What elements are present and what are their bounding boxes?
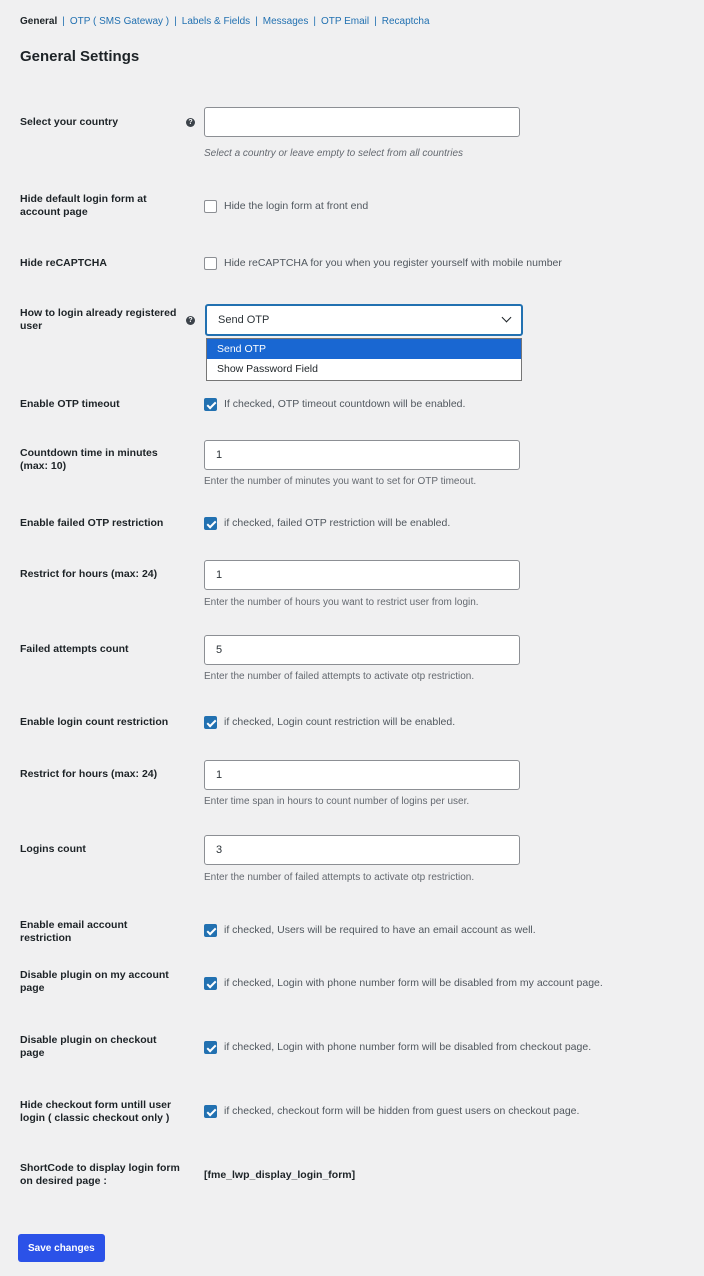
shortcode-value: [fme_lwp_display_login_form] — [204, 1169, 356, 1181]
login-count-restriction-checkbox[interactable] — [204, 716, 217, 729]
logins-count-description: Enter the number of failed attempts to activate otp restriction. — [204, 872, 475, 883]
country-label: Select your country — [20, 116, 119, 128]
email-restriction-text: if checked, Users will be required to have an email account as well. — [224, 924, 536, 936]
email-restriction-checkbox[interactable] — [204, 924, 217, 937]
failed-attempts-label: Failed attempts count — [20, 643, 129, 655]
hide-checkout-form-text: if checked, checkout form will be hidden from guest users on checkout page. — [224, 1105, 580, 1117]
save-changes-button[interactable]: Save changes — [18, 1234, 105, 1262]
login-method-dropdown — [206, 338, 522, 381]
tab-otp-sms-gateway[interactable]: OTP ( SMS Gateway ) — [69, 16, 170, 27]
restrict-hours-2-description: Enter time span in hours to count number of logins per user. — [204, 796, 470, 807]
tab-labels-fields[interactable]: Labels & Fields — [181, 16, 251, 27]
login-method-selected: Send OTP — [218, 314, 270, 326]
disable-checkout-checkbox[interactable] — [204, 1041, 217, 1054]
tab-otp-email[interactable]: OTP Email — [320, 16, 370, 27]
logins-count-input[interactable]: 3 — [204, 835, 520, 865]
disable-account-text: if checked, Login with phone number form will be disabled from my account page. — [224, 977, 603, 989]
disable-checkout-text: if checked, Login with phone number form will be disabled from checkout page. — [224, 1041, 592, 1053]
restrict-hours-2-input[interactable]: 1 — [204, 760, 520, 790]
countdown-description: Enter the number of minutes you want to set for OTP timeout. — [204, 476, 477, 487]
page-title: General Settings — [20, 48, 140, 65]
failed-attempts-input[interactable]: 5 — [204, 635, 520, 665]
help-icon: ? — [186, 118, 195, 127]
tab-general[interactable]: General — [20, 16, 58, 27]
tab-recaptcha[interactable]: Recaptcha — [381, 16, 430, 27]
disable-checkout-label: Disable plugin on checkout page — [20, 1034, 157, 1059]
country-input[interactable] — [204, 107, 520, 137]
option-show-password-field[interactable]: Show Password Field — [217, 363, 318, 375]
login-method-label: How to login already registered user — [20, 307, 177, 332]
failed-restriction-checkbox[interactable] — [204, 517, 217, 530]
restrict-hours-label: Restrict for hours (max: 24) — [20, 568, 158, 580]
hide-recaptcha-label: Hide reCAPTCHA — [20, 257, 107, 269]
chevron-down-icon — [502, 313, 512, 323]
hide-checkout-form-checkbox[interactable] — [204, 1105, 217, 1118]
otp-timeout-text: If checked, OTP timeout countdown will be enabled. — [224, 398, 466, 410]
restrict-hours-2-label: Restrict for hours (max: 24) — [20, 768, 158, 780]
hide-checkout-form-label: Hide checkout form untill user login ( classic checkout only ) — [20, 1099, 172, 1124]
otp-timeout-label: Enable OTP timeout — [20, 398, 120, 410]
login-count-restriction-label: Enable login count restriction — [20, 716, 169, 728]
country-description: Select a country or leave empty to select from all countries — [204, 148, 464, 159]
login-count-restriction-text: if checked, Login count restriction will be enabled. — [224, 716, 456, 728]
shortcode-label: ShortCode to display login form on desired page : — [20, 1162, 180, 1187]
failed-restriction-label: Enable failed OTP restriction — [20, 517, 164, 529]
failed-restriction-text: if checked, failed OTP restriction will be enabled. — [224, 517, 451, 529]
failed-attempts-description: Enter the number of failed attempts to activate otp restriction. — [204, 671, 475, 682]
logins-count-label: Logins count — [20, 843, 86, 855]
tab-messages[interactable]: Messages — [262, 16, 309, 27]
disable-account-checkbox[interactable] — [204, 977, 217, 990]
hide-recaptcha-text: Hide reCAPTCHA for you when you register yourself with mobile number — [224, 257, 562, 269]
help-icon: ? — [186, 316, 195, 325]
hide-login-form-label: Hide default login form at account page — [20, 193, 147, 218]
restrict-hours-description: Enter the number of hours you want to restrict user from login. — [204, 597, 479, 608]
hide-recaptcha-checkbox[interactable] — [204, 257, 217, 270]
disable-account-label: Disable plugin on my account page — [20, 969, 169, 994]
hide-login-form-text: Hide the login form at front end — [224, 200, 369, 212]
countdown-input[interactable]: 1 — [204, 440, 520, 470]
login-method-select[interactable] — [205, 304, 523, 336]
tab-nav: General | OTP ( SMS Gateway ) | Labels & Fields | Messages | OTP Email | Recaptcha — [20, 16, 430, 27]
otp-timeout-checkbox[interactable] — [204, 398, 217, 411]
option-send-otp[interactable]: Send OTP — [207, 339, 521, 359]
restrict-hours-input[interactable]: 1 — [204, 560, 520, 590]
email-restriction-label: Enable email account restriction — [20, 919, 128, 944]
hide-login-form-checkbox[interactable] — [204, 200, 217, 213]
countdown-label: Countdown time in minutes (max: 10) — [20, 447, 158, 472]
